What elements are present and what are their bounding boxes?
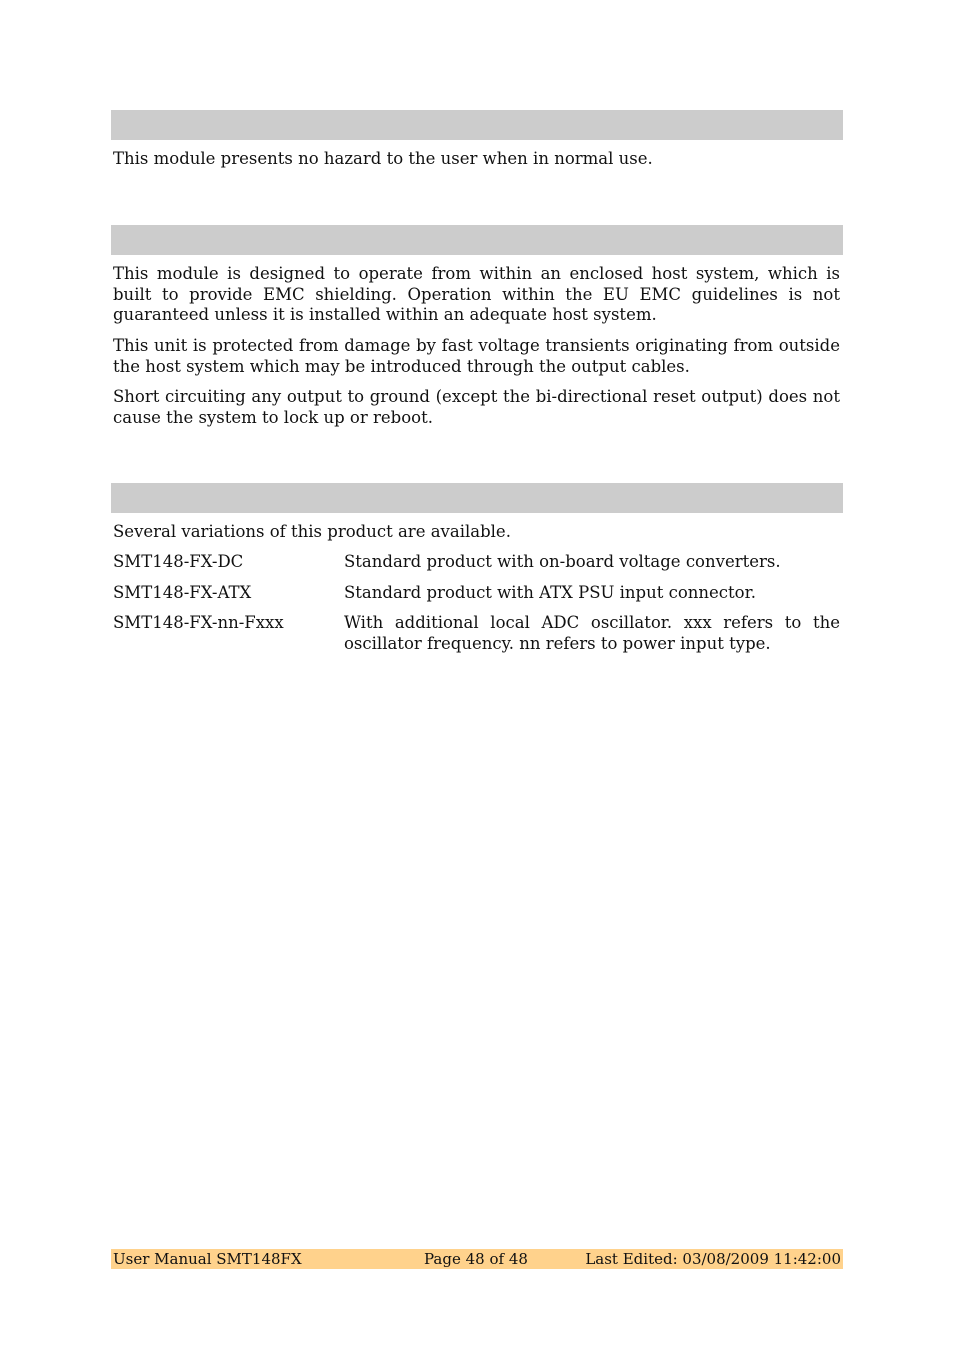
footer-page-number: Page 48 of 48 bbox=[424, 1250, 528, 1268]
product-description: Standard product with on-board voltage converters. bbox=[344, 552, 781, 571]
product-code: SMT148-FX-DC bbox=[113, 552, 244, 571]
product-code: SMT148-FX-ATX bbox=[113, 583, 252, 602]
page-footer bbox=[111, 1249, 843, 1269]
footer-document-title: User Manual SMT148FX bbox=[113, 1250, 302, 1268]
product-description: Standard product with ATX PSU input connector. bbox=[344, 583, 756, 602]
emc-paragraph-2: This unit is protected from damage by fast voltage transients originating from outside the host system which may be introduced through the output cables. bbox=[113, 336, 840, 376]
emc-paragraph-1: This module is designed to operate from within an enclosed host system, which is built to provide EMC shielding. Operation within the EU EMC guidelines is not guaranteed unless it is installed within an adequate host system. bbox=[113, 264, 840, 324]
ordering-intro: Several variations of this product are available. bbox=[113, 522, 511, 541]
product-code: SMT148-FX-nn-Fxxx bbox=[113, 613, 284, 632]
section-heading-bar bbox=[111, 225, 843, 255]
safety-paragraph: This module presents no hazard to the user when in normal use. bbox=[113, 149, 653, 168]
section-heading-bar bbox=[111, 110, 843, 140]
footer-last-edited: Last Edited: 03/08/2009 11:42:00 bbox=[585, 1250, 841, 1268]
section-heading-bar bbox=[111, 483, 843, 513]
product-description: With additional local ADC oscillator. xxx refers to the oscillator frequency. nn refers to power input type. bbox=[344, 613, 840, 653]
emc-paragraph-3: Short circuiting any output to ground (except the bi-directional reset output) does not cause the system to lock up or reboot. bbox=[113, 387, 840, 427]
